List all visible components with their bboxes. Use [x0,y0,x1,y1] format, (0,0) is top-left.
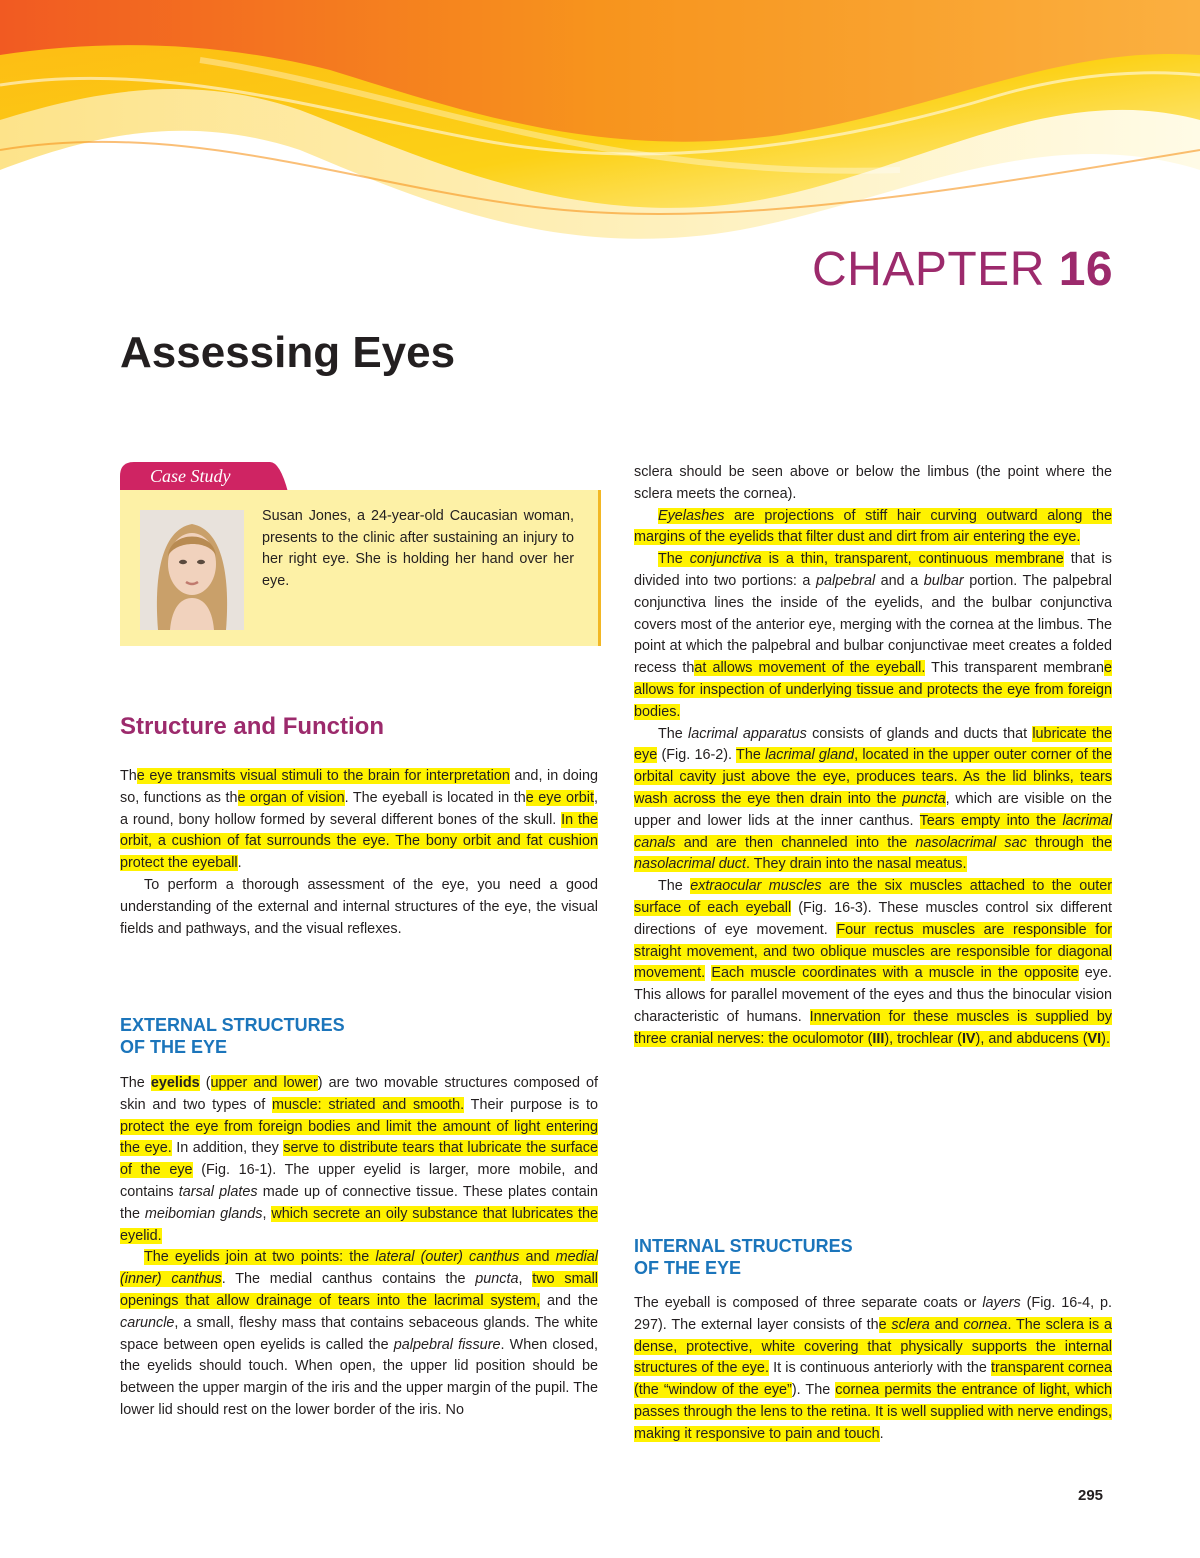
text-run: bulbar [923,572,964,589]
highlighted-text: are the six muscles attached to the outer surface of each eyeball [634,878,1112,916]
text-run: palpebral fissure [393,1336,501,1353]
highlighted-text: lubricate the eye [634,725,1112,764]
highlighted-text: two small openings that allow drainage of tears into the lacrimal system, [120,1271,598,1309]
left-column-top [120,766,598,940]
text-run: and, in doing so, functions as th [120,768,598,806]
text-run: caruncle [120,1314,175,1331]
highlighted-text: eyelids [150,1075,200,1091]
text-run: lacrimal apparatus [688,725,807,742]
highlighted-text: Four rectus muscles are responsible for straight movement, and two oblique muscles are responsible for diagonal movement. [634,921,1112,982]
text-run: and a [875,572,924,589]
text-run: meibomian glands [144,1205,263,1222]
text-run: that is divided into two portions: a [634,551,1112,589]
patient-photo [140,510,244,630]
paragraph [634,462,1112,506]
highlighted-text: through the [1026,834,1112,851]
text-run: made up of connective tissue. These plates contain the [120,1183,598,1222]
paragraph [634,1293,1112,1446]
right-column-bottom [634,1293,1112,1446]
text-run: The [120,1075,151,1091]
highlighted-text: e allows for inspection of underlying tissue and protects the eye from foreign bodies. [634,660,1112,720]
text-run: Their purpose is to [464,1096,599,1113]
text-run: puncta [475,1271,519,1288]
external-heading-line-1: EXTERNAL STRUCTURES [120,1015,345,1035]
case-study-text: Susan Jones, a 24-year-old Caucasian woman, presents to the clinic after sustaining an injury to her right eye. She is holding her hand over her eye. [262,508,574,589]
paragraph [634,506,1112,550]
paragraph [120,1073,598,1247]
highlighted-text: at allows movement of the eyeball. [694,660,926,677]
highlighted-text: ). [1101,1030,1110,1047]
text-run: , [518,1271,533,1288]
highlighted-text: lateral (outer) canthus [375,1249,520,1266]
chapter-label [812,242,1113,297]
highlighted-text: ), and abducens ( [975,1030,1088,1047]
highlighted-text: sclera [891,1316,930,1333]
highlighted-text: cornea [963,1316,1008,1333]
chapter-number: 16 [1058,243,1114,296]
text-run: palpebral [815,572,876,589]
highlighted-text: Innervation for these muscles is supplied by three cranial nerves: the oculomotor ( [634,1008,1112,1047]
highlighted-text: ), trochlear ( [884,1030,962,1047]
paragraph [634,876,1112,1050]
text-run: tarsal plates [178,1183,258,1200]
text-run: (Fig. 16-3). These muscles control six different directions of eye movement. [634,899,1112,938]
internal-structures-heading [634,1235,853,1279]
highlighted-text: e organ of vision [237,789,345,806]
text-run: ) are two movable structures composed of skin and two types of [120,1075,599,1113]
text-run: The [658,878,691,895]
highlighted-text: is a thin, transparent, continuous membrane [761,551,1064,568]
highlighted-text: The [736,747,766,764]
text-run: . When closed, the eyelids should touch. When open, the upper lid position should be between the upper margin of the iris and the upper margin of the pupil. The lower lid should rest on the lower border of the iris. No [120,1336,599,1418]
paragraph [120,1247,598,1421]
page-number: 295 [1078,1487,1104,1504]
paragraph [120,766,598,875]
paragraph [634,549,1112,723]
paragraph [634,724,1112,877]
text-run: consists of glands and ducts that [806,725,1033,742]
page-title: Assessing Eyes [120,328,456,377]
highlighted-text: puncta [902,790,946,807]
highlighted-text: , located in the upper outer corner of the orbital cavity just above the eye, produces tears. As the lid blinks, tears wash across the eye then drain into the [634,747,1113,807]
highlighted-text: The [658,551,690,568]
highlighted-text: protect the eye from foreign bodies and limit the amount of light entering the eye. [120,1118,598,1157]
text-run: It is continuous anteriorly with the [768,1360,992,1377]
text-run: , [262,1205,272,1222]
text-run: (Fig. 16-2). [657,747,737,764]
internal-heading-line-2: OF THE EYE [634,1258,742,1278]
right-column-top [634,462,1112,1051]
highlighted-text: The eyelids join at two points: the [144,1249,376,1266]
highlighted-text: cornea permits the entrance of light, which passes through the lens to the retina. It is well supplied with nerve endings, making it responsive to pain and touch [634,1382,1113,1442]
highlighted-text: nasolacrimal duct [634,856,746,873]
external-heading-line-2: OF THE EYE [120,1037,228,1057]
highlighted-text: extraocular muscles [690,878,822,895]
chapter-word: CHAPTER [812,243,1045,296]
text-run: portion. The palpebral conjunctiva lines the inside of the eyelids, and the bulbar conjunctiva covers most of the anterior eye, merging with the cornea at the limbus. The point at which the palpebral and bulbar conjunctivae meet creates a folded recess th [634,572,1113,677]
highlighted-text: transparent cornea (the “window of the eye” [634,1360,1112,1399]
text-run: This transparent membran [925,660,1104,677]
left-column-bottom [120,1073,598,1422]
highlighted-text: nasolacrimal sac [915,834,1027,851]
text-run: . The eyeball is located in th [344,789,526,806]
text-run: , a small, fleshy mass that contains sebaceous glands. The white space between open eyelids is called the [120,1314,598,1353]
highlighted-text: Each muscle coordinates with a muscle in the opposite [711,965,1079,982]
highlighted-text: and [929,1316,964,1333]
section-heading: Structure and Function [120,713,384,740]
text-run: . [879,1425,884,1442]
text-run: , a round, bony hollow formed by several different bones of the skull. [120,789,598,828]
highlighted-text: . They drain into the nasal meatus. [745,856,967,873]
text-run: , which are visible on the upper and lower lids at the inner canthus. [634,790,1112,829]
highlighted-text: Eyelashes [658,507,725,524]
case-study-tab-label: Case Study [150,466,231,486]
highlighted-text: III [872,1030,885,1047]
highlighted-text: serve to distribute tears that lubricate the surface of the eye [120,1140,598,1179]
text-run: (Fig. 16-4, p. 297). The external layer consists of th [634,1295,1112,1333]
highlighted-text: In the orbit, a cushion of fat surrounds the eye. The bony orbit and fat cushion protect the eyeball [120,811,598,872]
highlighted-text: which secrete an oily substance that lubricates the eyelid. [120,1205,598,1244]
internal-heading-line-1: INTERNAL STRUCTURES [634,1236,853,1256]
highlighted-text: and are then channeled into the [675,834,916,851]
text-run: and the [540,1292,598,1309]
text-run: ). The [791,1382,836,1399]
text-run: The [658,725,689,742]
text-run: ( [199,1075,211,1091]
highlighted-text: e eye transmits visual stimuli to the brain for interpretation [136,768,510,784]
text-run: (Fig. 16-1). The upper eyelid is larger, more mobile, and contains [120,1162,598,1200]
text-run: . [237,855,242,872]
text-run: Th [120,768,137,784]
highlighted-text: and [519,1249,556,1266]
highlighted-text: . The sclera is a dense, protective, white covering that physically supports the internal structures of the eye. [634,1316,1113,1377]
text-run: In addition, they [171,1140,284,1157]
highlighted-text: e [878,1316,892,1333]
external-structures-heading [120,1014,345,1058]
highlighted-text: VI [1087,1030,1102,1047]
highlighted-text: upper and lower [210,1075,318,1091]
text-run: layers [982,1295,1021,1311]
highlighted-text: lacrimal canals [634,812,1113,851]
highlighted-text: conjunctiva [689,551,762,568]
highlighted-text: medial (inner) canthus [120,1249,599,1288]
text-run: The eyeball is composed of three separate coats or [634,1295,983,1311]
highlighted-text: Tears empty into the [919,812,1063,829]
text-run: sclera should be seen above or below the limbus (the point where the sclera meets the cornea). [634,464,1112,502]
text-run: . The medial canthus contains the [221,1271,476,1288]
highlighted-text: muscle: striated and smooth. [272,1096,465,1113]
highlighted-text: IV [961,1030,976,1047]
paragraph [120,875,598,940]
highlighted-text: lacrimal gland [765,747,855,764]
text-run: To perform a thorough assessment of the eye, you need a good understanding of the external and internal structures of the eye, the visual fields and pathways, and the visual reflexes. [120,876,598,937]
text-run: eye. This allows for parallel movement of the eyes and thus the binocular vision characteristic of humans. [634,965,1112,1025]
highlighted-text: are projections of stiff hair curving outward along the margins of the eyelids that filter dust and dirt from air entering the eye. [634,507,1112,546]
highlighted-text: e eye orbit [525,789,594,806]
